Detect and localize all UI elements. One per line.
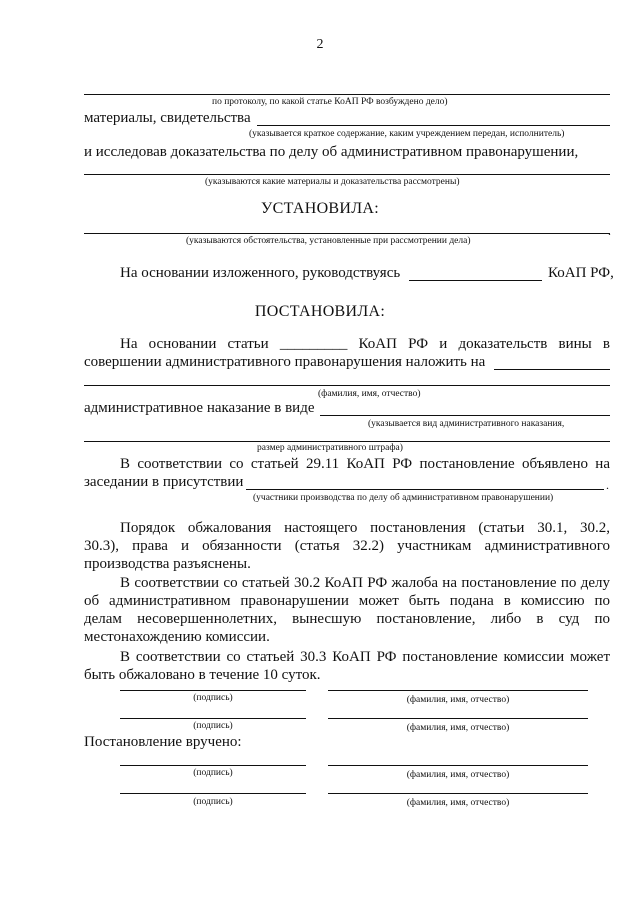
blank-line-penalty[interactable] (320, 415, 610, 416)
complaint-line-2: об административном правонарушении может быть подана в комиссию по (84, 593, 610, 609)
line-end-dot: . (608, 224, 611, 238)
delivered-label: Постановление вручено: (84, 734, 242, 750)
caption-fine-amount: размер административного штрафа) (257, 443, 403, 453)
materials-label: материалы, свидетельства (84, 110, 251, 126)
blank-line-article[interactable] (84, 94, 610, 95)
caption-fio: (фамилия, имя, отчество) (318, 389, 421, 399)
appeal-line-3: производства разъяснены. (84, 556, 251, 572)
appeal-line-2: 30.3), права и обязанности (статья 32.2) участникам административного (84, 538, 610, 554)
signature-fio-line[interactable] (328, 793, 588, 794)
caption-article-protocol: по протоколу, по какой статье КоАП РФ возбуждено дело) (212, 97, 448, 107)
caption-signature: (подпись) (193, 797, 233, 807)
complaint-line-4: местонахождению комиссии. (84, 629, 270, 645)
caption-materials: (указывается краткое содержание, каким учреждением передан, исполнитель) (249, 129, 565, 139)
caption-signature-fio: (фамилия, имя, отчество) (406, 695, 510, 705)
signature-fio-line[interactable] (328, 690, 588, 691)
appeal-line-1: Порядок обжалования настоящего постановления (статьи 30.1, 30.2, (120, 520, 610, 536)
caption-signature: (подпись) (193, 693, 233, 703)
announce-line-1: В соответствии со статьей 29.11 КоАП РФ постановление объявлено на (120, 456, 610, 472)
blank-line-circumstances[interactable] (84, 233, 610, 234)
blank-line-person[interactable] (494, 369, 610, 370)
term-line-1: В соответствии со статьей 30.3 КоАП РФ постановление комиссии может (120, 649, 610, 665)
announce-line-2: заседании в присутствии (84, 474, 244, 490)
signature-line[interactable] (120, 690, 306, 691)
caption-evidence: (указываются какие материалы и доказательства рассмотрены) (205, 177, 460, 187)
blank-line-basis[interactable] (409, 280, 542, 281)
signature-fio-line[interactable] (328, 718, 588, 719)
caption-signature-fio: (фамилия, имя, отчество) (406, 770, 510, 780)
caption-signature-fio: (фамилия, имя, отчество) (406, 798, 510, 808)
blank-line-materials[interactable] (257, 125, 610, 126)
complaint-line-1: В соответствии со статьей 30.2 КоАП РФ жалоба на постановление по делу (120, 575, 610, 591)
evidence-label: и исследовав доказательства по делу об административном правонарушении, (84, 144, 579, 160)
line-end-dot-2: . (606, 478, 609, 492)
caption-signature-fio: (фамилия, имя, отчество) (406, 723, 510, 733)
resolution-line-2: совершении административного правонарушения наложить на (84, 354, 486, 370)
signature-fio-line[interactable] (328, 765, 588, 766)
signature-line[interactable] (120, 793, 306, 794)
basis-label: На основании изложенного, руководствуясь (120, 265, 401, 281)
blank-line-participants[interactable] (246, 489, 604, 490)
blank-line-evidence[interactable] (84, 174, 610, 175)
caption-circumstances: (указываются обстоятельства, установленные при рассмотрении дела) (186, 236, 471, 246)
penalty-label: административное наказание в виде (84, 400, 315, 416)
signature-line[interactable] (120, 718, 306, 719)
caption-participants: (участники производства по делу об административном правонарушении) (253, 493, 554, 503)
blank-line-fio[interactable] (84, 385, 610, 386)
caption-signature: (подпись) (193, 721, 233, 731)
blank-line-fine[interactable] (84, 441, 610, 442)
caption-signature: (подпись) (193, 768, 233, 778)
page-number: 2 (316, 37, 324, 52)
basis-end: КоАП РФ, (548, 265, 614, 281)
complaint-line-3: делам несовершеннолетних, вынесшую постановление, либо в суд по (84, 611, 610, 627)
heading-established: УСТАНОВИЛА: (260, 200, 380, 217)
term-line-2: быть обжаловано в течение 10 суток. (84, 667, 321, 683)
signature-line[interactable] (120, 765, 306, 766)
heading-resolved: ПОСТАНОВИЛА: (254, 303, 386, 320)
caption-penalty-type: (указывается вид административного наказания, (368, 419, 565, 429)
resolution-line-1: На основании статьи _________ КоАП РФ и доказательств вины в (120, 336, 610, 352)
